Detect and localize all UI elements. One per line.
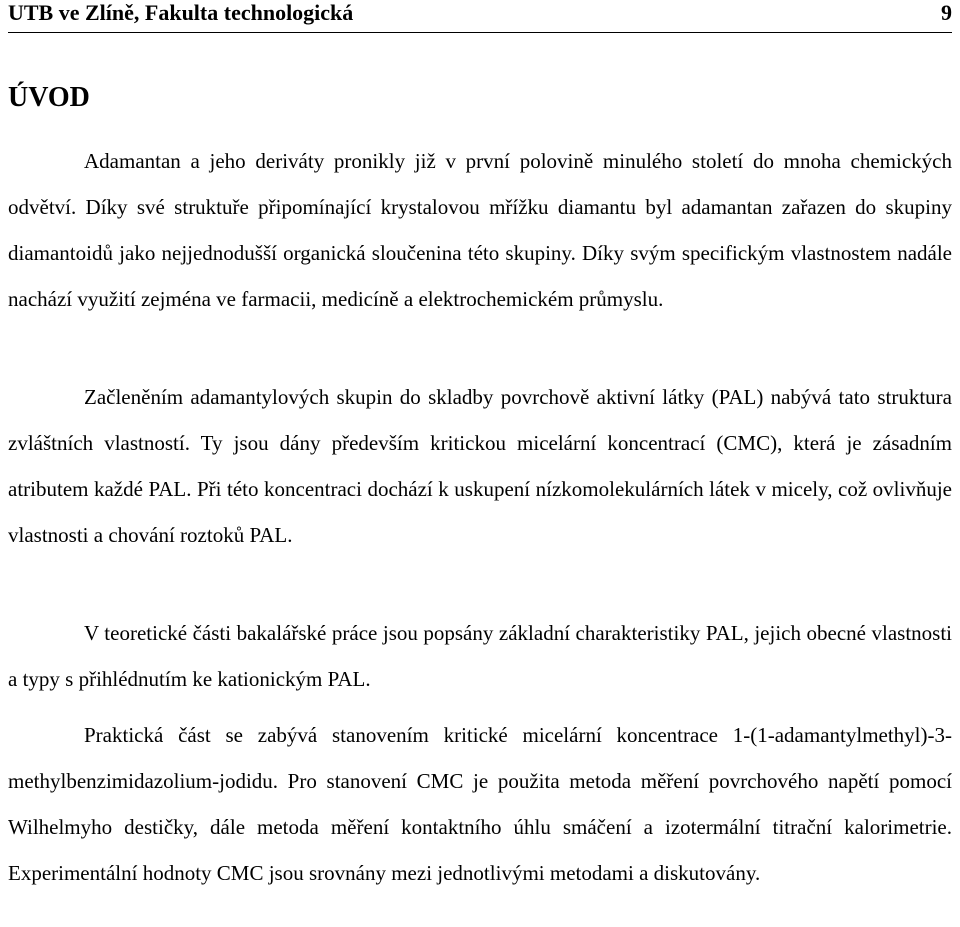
running-header — [8, 0, 952, 33]
paragraph-theory: V teoretické části bakalářské práce jsou popsány základní charakteristiky PAL, jejich obecné vlastnosti a typy s přihlédnutím ke kationickým PAL. — [8, 621, 952, 691]
paragraph-intro: Adamantan a jeho deriváty pronikly již v první polovině minulého století do mnoha chemických odvětví. Díky své struktuře připomínající krystalovou mřížku diamantu byl adamantan zařazen do skupiny diamantoidů jako nejjednodušší organická sloučenina této skupiny. Díky svým specifickým vlastnostem nadále nachází využití zejména ve farmacii, medicíně a elektrochemickém průmyslu. — [8, 149, 952, 311]
chapter-title: ÚVOD — [8, 82, 90, 113]
header-title: UTB ve Zlíně, Fakulta technologická — [8, 0, 354, 25]
page-number: 9 — [941, 0, 952, 25]
paragraph-practice: Praktická část se zabývá stanovením kritické micelární koncentrace 1-(1-adamantylmethyl)-3-methylbenzimidazolium-jodidu. Pro stanovení CMC je použita metoda měření povrchového napětí pomocí Wilhelmyho destičky, dále metoda měření kontaktního úhlu smáčení a izotermální titrační kalorimetrie. Experimentální hodnoty CMC jsou srovnány mezi jednotlivými metodami a diskutovány. — [8, 723, 952, 885]
paragraph-pal: Začleněním adamantylových skupin do skladby povrchově aktivní látky (PAL) nabývá tato struktura zvláštních vlastností. Ty jsou dány především kritickou micelární koncentrací (CMC), která je zásadním atributem každé PAL. Při této koncentraci dochází k uskupení nízkomolekulárních látek v micely, což ovlivňuje vlastnosti a chování roztoků PAL. — [8, 385, 952, 547]
